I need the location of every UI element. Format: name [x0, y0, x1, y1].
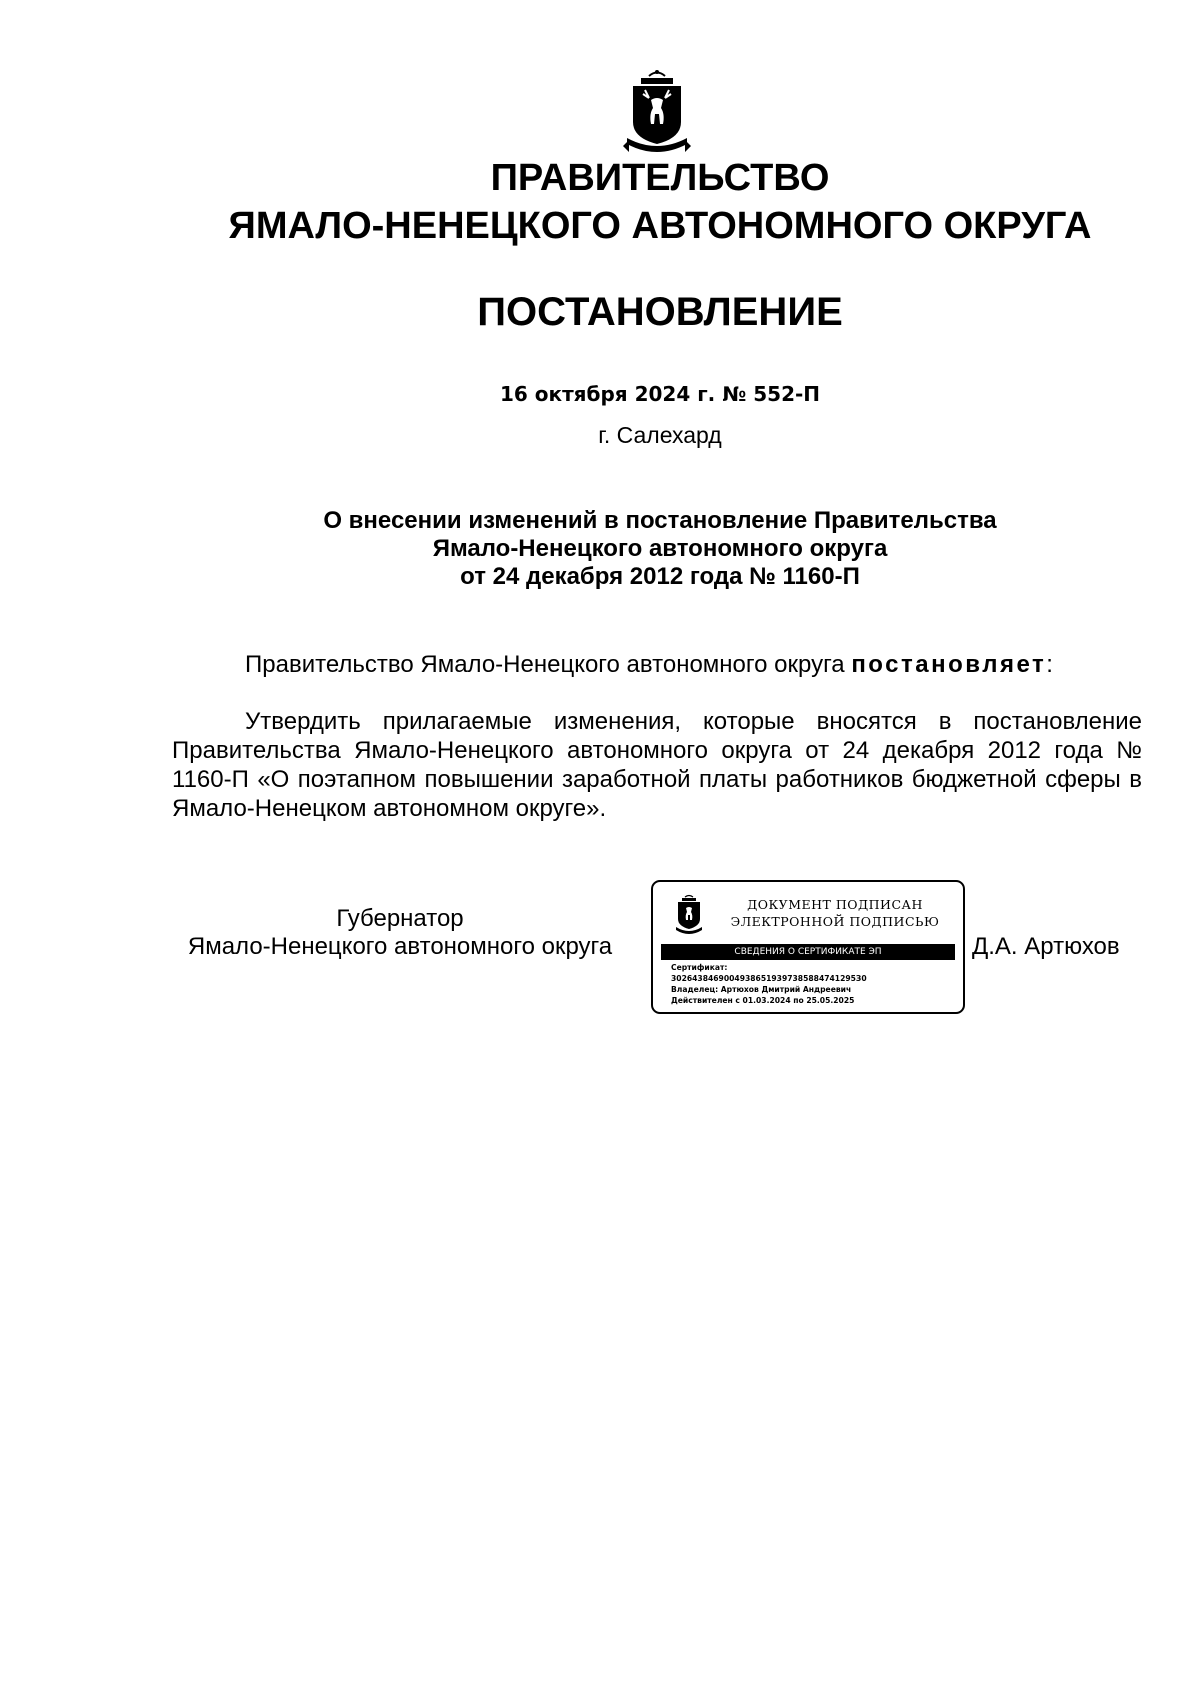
document-subject [200, 507, 1120, 591]
stamp-certificate-label: Сертификат: [671, 963, 728, 972]
subject-line3: от 24 декабря 2012 года № 1160-П [460, 563, 860, 590]
preamble-text: Правительство Ямало-Ненецкого автономного округа [245, 651, 852, 678]
stamp-validity: Действителен с 01.03.2024 по 25.05.2025 [671, 996, 855, 1005]
signer-name: Д.А. Артюхов [972, 933, 1120, 960]
document-type: ПОСТАНОВЛЕНИЕ [477, 290, 843, 334]
stamp-title-line1: ДОКУМЕНТ ПОДПИСАН [747, 897, 923, 912]
subject-line1: О внесении изменений в постановление Правительства [323, 507, 997, 534]
signer-position-line2: Ямало-Ненецкого автономного округа [187, 933, 613, 960]
coat-of-arms-emblem [619, 68, 695, 158]
preamble-emphasis: постановляет [851, 651, 1047, 678]
stamp-owner: Владелец: Артюхов Дмитрий Андреевич [671, 985, 852, 994]
stamp-certificate-bar: СВЕДЕНИЯ О СЕРТИФИКАТЕ ЭП [661, 944, 955, 960]
stamp-certificate-number: 30264384690049386519397385884741295З0 [671, 974, 867, 983]
signer-position [160, 905, 640, 961]
document-date-number: 16 октября 2024 г. № 552-П [499, 382, 821, 406]
document-city: г. Салехард [598, 422, 722, 448]
government-title-line1: ПРАВИТЕЛЬСТВО [490, 157, 830, 199]
stamp-title-line2: ЭЛЕКТРОННОЙ ПОДПИСЬЮ [730, 914, 940, 929]
stamp-emblem-icon [673, 894, 705, 936]
preamble-end: : [1046, 651, 1053, 678]
government-title [100, 154, 1200, 250]
resolution-paragraph: Утвердить прилагаемые изменения, которые вносятся в постановление Правительства Ямало-Ненецкого автономного округа от 24 декабря 2012 года № 1160-П «О поэтапном повышении заработной платы работников бюджетной сферы в Ямало-Ненецком автономном округе». [172, 708, 1142, 822]
e-signature-stamp [651, 880, 965, 1014]
preamble-paragraph [172, 650, 1142, 679]
stamp-title [717, 896, 953, 930]
government-title-line2: ЯМАЛО-НЕНЕЦКОГО АВТОНОМНОГО ОКРУГА [228, 205, 1092, 247]
subject-line2: Ямало-Ненецкого автономного округа [432, 535, 888, 562]
stamp-certificate-info [671, 962, 957, 1006]
signer-position-line1: Губернатор [336, 905, 464, 932]
